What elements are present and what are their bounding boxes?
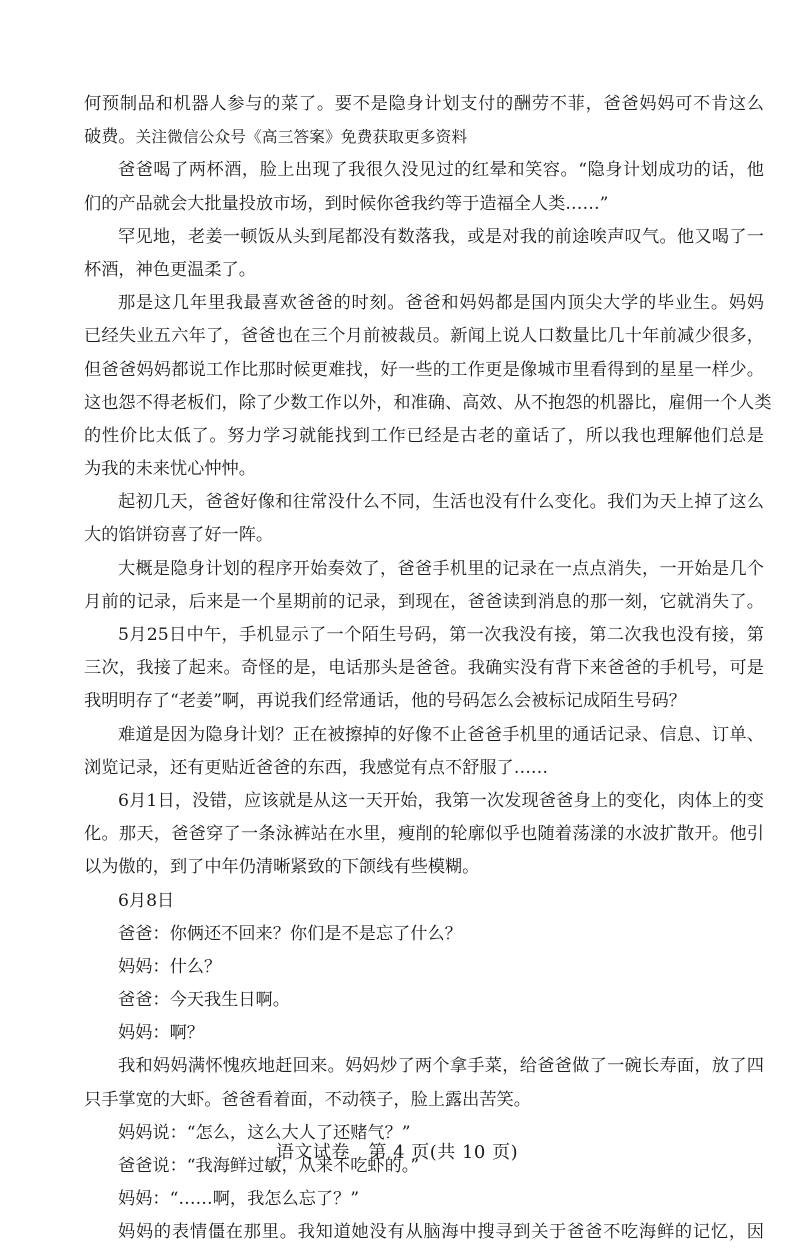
text-line: 只手掌宽的大虾。爸爸看着面，不动筷子，脸上露出苦笑。 — [84, 1089, 531, 1110]
page-footer: 语文试卷 第 4 页(共 10 页) — [275, 1142, 519, 1163]
article-body — [84, 88, 772, 1250]
text-line: 们的产品就会大批量投放市场，到时候你爸我约等于造福全人类……” — [84, 193, 609, 214]
text-line: 难道是因为隐身计划？正在被擦掉的好像不止爸爸手机里的通话记录、信息、订单、 — [118, 724, 764, 745]
text-line: 何预制品和机器人参与的菜了。要不是隐身计划支付的酬劳不菲，爸爸妈妈可不肯这么 — [84, 94, 764, 114]
dialogue-line: 爸爸：今天我生日啊。 — [118, 990, 290, 1011]
dialogue-line: 妈妈：啊？ — [118, 1023, 204, 1044]
dialogue-line: 妈妈：“……啊，我怎么忘了？” — [118, 1189, 360, 1210]
text-line: 三次，我接了起来。奇怪的是，电话那头是爸爸。我确实没有背下来爸爸的手机号，可是 — [84, 658, 764, 679]
text-line: 以为傲的，到了中年仍清晰紧致的下颌线有些模糊。 — [84, 857, 480, 878]
text-line: 起初几天，爸爸好像和往常没什么不同，生活也没有什么变化。我们为天上掉了这么 — [118, 492, 764, 513]
text-line: 我明明存了“老姜”啊，再说我们经常通话，他的号码怎么会被标记成陌生号码？ — [84, 691, 686, 712]
text-line: 那是这几年里我最喜欢爸爸的时刻。爸爸和妈妈都是国内顶尖大学的毕业生。妈妈 — [118, 293, 764, 314]
text-line: 的性价比太低了。努力学习就能找到工作已经是古老的童话了，所以我也理解他们总是 — [84, 425, 764, 446]
text-line: 5月25日中午，手机显示了一个陌生号码，第一次我没有接，第二次我也没有接，第 — [118, 625, 764, 645]
text-line: 杯酒，神色更温柔了。 — [84, 259, 256, 280]
text-line-main: 破费。 — [84, 127, 136, 148]
text-line: 化。那天，爸爸穿了一条泳裤站在水里，瘦削的轮廓似乎也随着荡漾的水波扩散开。他引 — [84, 824, 764, 845]
text-line: 浏览记录，还有更贴近爸爸的东西，我感觉有点不舒服了…… — [84, 757, 549, 778]
text-line: 妈妈的表情僵在那里。我知道她没有从脑海中搜寻到关于爸爸不吃海鲜的记忆，因 — [118, 1222, 764, 1243]
text-line — [84, 121, 764, 154]
dialogue-line: 妈妈：什么？ — [118, 956, 222, 977]
text-line: 月前的记录，后来是一个星期前的记录，到现在，爸爸读到消息的那一刻，它就消失了。 — [84, 591, 764, 612]
text-line: 大概是隐身计划的程序开始奏效了，爸爸手机里的记录在一点点消失，一开始是几个 — [118, 558, 764, 579]
dialogue-line: 爸爸：你俩还不回来？你们是不是忘了什么？ — [118, 923, 462, 944]
text-line: 我和妈妈满怀愧疚地赶回来。妈妈炒了两个拿手菜，给爸爸做了一碗长寿面，放了四 — [118, 1056, 764, 1077]
text-line: 大的馅饼窃喜了好一阵。 — [84, 525, 274, 546]
text-line: 6月8日 — [118, 890, 175, 911]
dialogue-line: 爸爸说：“我海鲜过敏，从来不吃虾的。” — [118, 1156, 420, 1176]
text-line: 已经失业五六年了，爸爸也在三个月前被裁员。新闻上说人口数量比几十年前减少很多， — [84, 326, 764, 347]
text-line: 但爸爸妈妈都说工作比那时候更难找，好一些的工作更是像城市里看得到的星星一样少。 — [84, 359, 764, 380]
promo-notice: 关注微信公众号《高三答案》免费获取更多资料 — [135, 128, 468, 147]
text-line: 爸爸喝了两杯酒，脸上出现了我很久没见过的红晕和笑容。“隐身计划成功的话，他 — [118, 160, 764, 181]
text-line: 这也怨不得老板们，除了少数工作以外，和准确、高效、从不抱怨的机器比，雇佣一个人类 — [84, 392, 772, 413]
text-line: 罕见地，老姜一顿饭从头到尾都没有数落我，或是对我的前途唉声叹气。他又喝了一 — [118, 226, 764, 247]
dialogue-line: 妈妈说：“怎么，这么大人了还赌气？” — [118, 1122, 411, 1143]
text-line: 6月1日，没错，应该就是从这一天开始，我第一次发现爸爸身上的变化，肉体上的变 — [118, 790, 764, 811]
text-line: 为我的未来忧心忡忡。 — [84, 459, 256, 480]
